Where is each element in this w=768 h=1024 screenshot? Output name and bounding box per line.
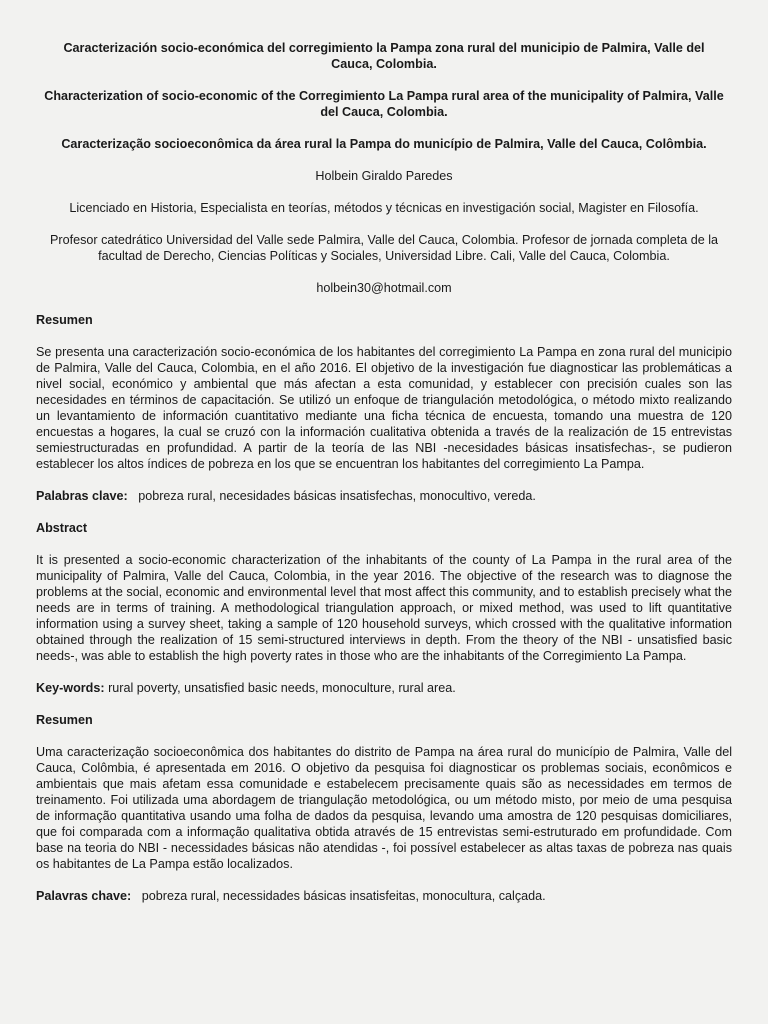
title-portuguese: Caracterização socioeconômica da área rural la Pampa do município de Palmira, Valle del Cauca, Colômbia. — [61, 137, 707, 151]
resumen-keywords — [36, 488, 732, 504]
author-degrees: Licenciado en Historia, Especialista en teorías, métodos y técnicas en investigación social, Magister en Filosofía. — [69, 201, 699, 215]
abstract-keywords-label: Key-words: — [36, 681, 105, 695]
resumen-keywords-text: pobreza rural, necesidades básicas insatisfechas, monocultivo, vereda. — [138, 489, 536, 503]
resumen-keywords-label: Palabras clave: — [36, 489, 128, 503]
title-english: Characterization of socio-economic of the Corregimiento La Pampa rural area of the municipality of Palmira, Valle del Cauca, Colombia. — [44, 89, 724, 119]
author-name: Holbein Giraldo Paredes — [315, 169, 453, 183]
author-affiliation: Profesor catedrático Universidad del Valle sede Palmira, Valle del Cauca, Colombia. Profesor de jornada completa de la facultad de Derecho, Ciencias Políticas y Sociales, Universidad Libre. Cali, Valle del Cauca, Colombia. — [49, 233, 719, 263]
resumo-keywords — [36, 888, 732, 904]
author-email: holbein30@hotmail.com — [316, 281, 452, 295]
abstract-keywords — [36, 680, 732, 696]
abstract-heading: Abstract — [36, 521, 88, 535]
resumen-heading: Resumen — [36, 313, 93, 327]
resumo-keywords-text: pobreza rural, necessidades básicas insatisfeitas, monocultura, calçada. — [141, 889, 546, 903]
abstract-body: It is presented a socio-economic characterization of the inhabitants of the county of La Pampa in the rural area of the municipality of Palmira, Valle del Cauca, Colombia, in the year 2016. The objective of the research was to diagnose the problems at the social, economic and environmental level that most affect this community, and to establish precisely what the needs are in terms of training. A methodological triangulation approach, or mixed method, was used to lift quantitative information using a survey sheet, taking a sample of 120 household surveys, which crossed with the qualitative information obtained through the realization of 15 semi-structured interviews in depth. From the theory of the NBI - unsatisfied basic needs-, was able to establish the high poverty rates in those who are the inhabitants of the Corregimiento La Pampa. — [36, 553, 732, 663]
resumen-body: Se presenta una caracterización socio-económica de los habitantes del corregimiento La Pampa en zona rural del municipio de Palmira, Valle del Cauca, Colombia, en el año 2016. El objetivo de la investigación fue diagnosticar las problemáticas a nivel social, económico y ambiental que más afectan a esta comunidad, y establecer con precisión cuales son las necesidades en términos de capacitación. Se utilizó un enfoque de triangulación metodológica, o método mixto realizando un levantamiento de información cuantitativo mediante una ficha técnica de encuesta, tomando una muestra de 120 encuestas a hogares, la cual se cruzó con la información cualitativa obtenida a través de la realización de 15 entrevistas semiestructuradas en profundidad. A partir de la teoría de las NBI -necesidades básicas insatisfechas-, se pudieron establecer los altos índices de pobreza en los que se encuentran los habitantes del corregimiento La Pampa. — [36, 345, 732, 471]
title-spanish: Caracterización socio-económica del corregimiento la Pampa zona rural del municipio de Palmira, Valle del Cauca, Colombia. — [63, 41, 705, 71]
abstract-keywords-text: rural poverty, unsatisfied basic needs, monoculture, rural area. — [108, 681, 456, 695]
resumo-heading: Resumen — [36, 713, 93, 727]
resumo-keywords-label: Palavras chave: — [36, 889, 132, 903]
resumo-body: Uma caracterização socioeconômica dos habitantes do distrito de Pampa na área rural do município de Palmira, Valle del Cauca, Colômbia, é apresentada em 2016. O objetivo da pesquisa foi diagnosticar os problemas sociais, econômicos e ambientais que mais afetam essa comunidade e estabelecem precisamente quais são as necessidades em termos de treinamento. Foi utilizada uma abordagem de triangulação metodológica, ou um método misto, por meio de uma pesquisa de informação quantitativa usando uma folha de dados da pesquisa, levando uma amostra de 120 pesquisas domiciliares, que foi comparada com a informação qualitativa obtida através de 15 entrevistas semi-estruturado em profundidade. Com base na teoria do NBI - necessidades básicas não atendidas -, foi possível estabelecer as altas taxas de pobreza nas quais os habitantes de La Pampa estão localizados. — [36, 745, 732, 871]
